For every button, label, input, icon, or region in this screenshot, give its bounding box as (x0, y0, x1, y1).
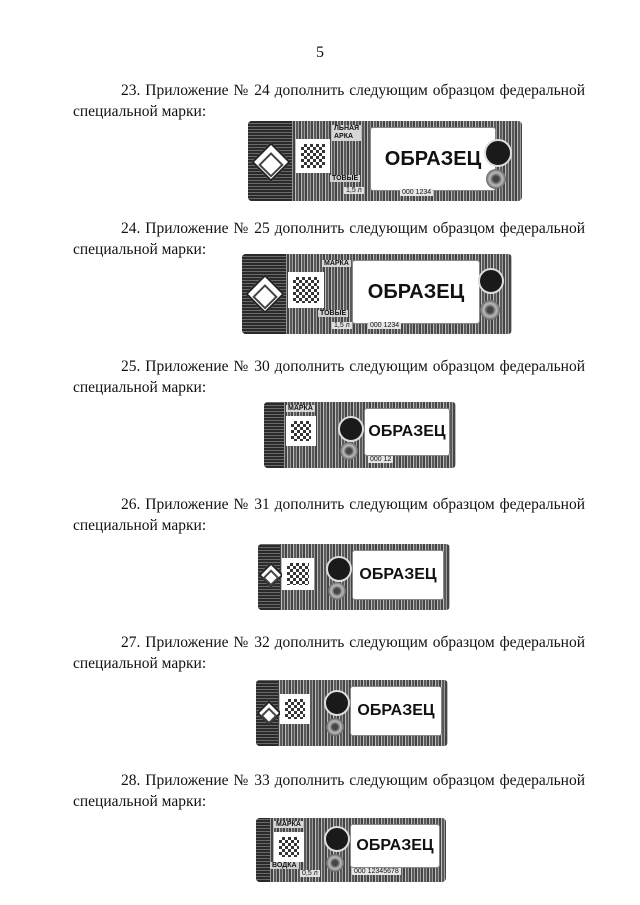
stamp-volume: 1,5 л (334, 322, 350, 329)
stamp-sample-27 (256, 680, 448, 746)
clause-text-line1: 24. Приложение № 25 дополнить следующим образцом федеральной (121, 220, 585, 237)
eagle-emblem-icon (480, 300, 500, 320)
clause-text-line2: специальной марки: (73, 517, 207, 534)
clause-23 (0, 80, 640, 122)
hologram-ring-icon (326, 556, 352, 582)
clause-28 (0, 770, 640, 812)
page-number: 5 (316, 44, 324, 61)
hologram-ring-icon (338, 416, 364, 442)
hologram-ring-icon (484, 139, 512, 167)
sample-label: ОБРАЗЕЦ (350, 824, 440, 868)
clause-25 (0, 356, 640, 398)
stamp-sample-23 (248, 121, 522, 201)
clause-text-line2: специальной марки: (73, 241, 207, 258)
serial-number: 000 12345678 (354, 868, 399, 875)
clause-text-line2: специальной марки: (73, 103, 207, 120)
sample-label: ОБРАЗЕЦ (364, 408, 450, 456)
stamp-sample-26 (258, 544, 450, 610)
clause-text-line1: 27. Приложение № 32 дополнить следующим образцом федеральной (121, 634, 585, 651)
clause-text-line2: специальной марки: (73, 655, 207, 672)
stamp-header-text: МАРКА (276, 821, 301, 828)
serial-number: 000 1234 (402, 189, 432, 196)
clause-26 (0, 494, 640, 536)
sample-label: ОБРАЗЕЦ (370, 127, 496, 191)
datamatrix-code (280, 694, 310, 724)
stamp-header-text: ЛЬНАЯ АРКА (334, 125, 360, 140)
eagle-emblem-icon (340, 442, 358, 460)
stamp-sample-28 (256, 818, 446, 882)
clause-text-line1: 25. Приложение № 30 дополнить следующим образцом федеральной (121, 358, 585, 375)
datamatrix-code (296, 139, 330, 173)
clause-27 (0, 632, 640, 674)
sample-label: ОБРАЗЕЦ (352, 260, 480, 324)
datamatrix-code (288, 272, 324, 308)
datamatrix-code (274, 832, 304, 862)
clause-text-line2: специальной марки: (73, 379, 207, 396)
serial-number: 000 1234 (370, 322, 400, 329)
stamp-product-text: ТОВЫЕ (332, 175, 359, 182)
sample-label: ОБРАЗЕЦ (350, 686, 442, 736)
clause-text-line1: 28. Приложение № 33 дополнить следующим образцом федеральной (121, 772, 585, 789)
eagle-emblem-icon (326, 718, 344, 736)
datamatrix-code (286, 416, 316, 446)
clause-text-line2: специальной марки: (73, 793, 207, 810)
clause-text-line1: 26. Приложение № 31 дополнить следующим образцом федеральной (121, 496, 585, 513)
stamp-product-text: ВОДКА (272, 862, 297, 869)
stamp-volume: 1,5 л (346, 187, 362, 194)
clause-text-line1: 23. Приложение № 24 дополнить следующим образцом федеральной (121, 82, 585, 99)
serial-number: 000 12 (370, 456, 392, 463)
eagle-emblem-icon (328, 582, 346, 600)
stamp-header-text: МАРКА (288, 405, 313, 412)
eagle-emblem-icon (486, 169, 506, 189)
hologram-ring-icon (324, 690, 350, 716)
hologram-ring-icon (478, 268, 504, 294)
datamatrix-code (282, 558, 314, 590)
eagle-emblem-icon (326, 854, 344, 872)
hologram-ring-icon (324, 826, 350, 852)
stamp-header-text: МАРКА (324, 260, 349, 267)
sample-label: ОБРАЗЕЦ (352, 550, 444, 600)
stamp-sample-24 (242, 254, 512, 334)
stamp-product-text: ТОВЫЕ (320, 310, 347, 317)
stamp-sample-25 (264, 402, 456, 468)
stamp-volume: 0,5 л (302, 870, 318, 877)
